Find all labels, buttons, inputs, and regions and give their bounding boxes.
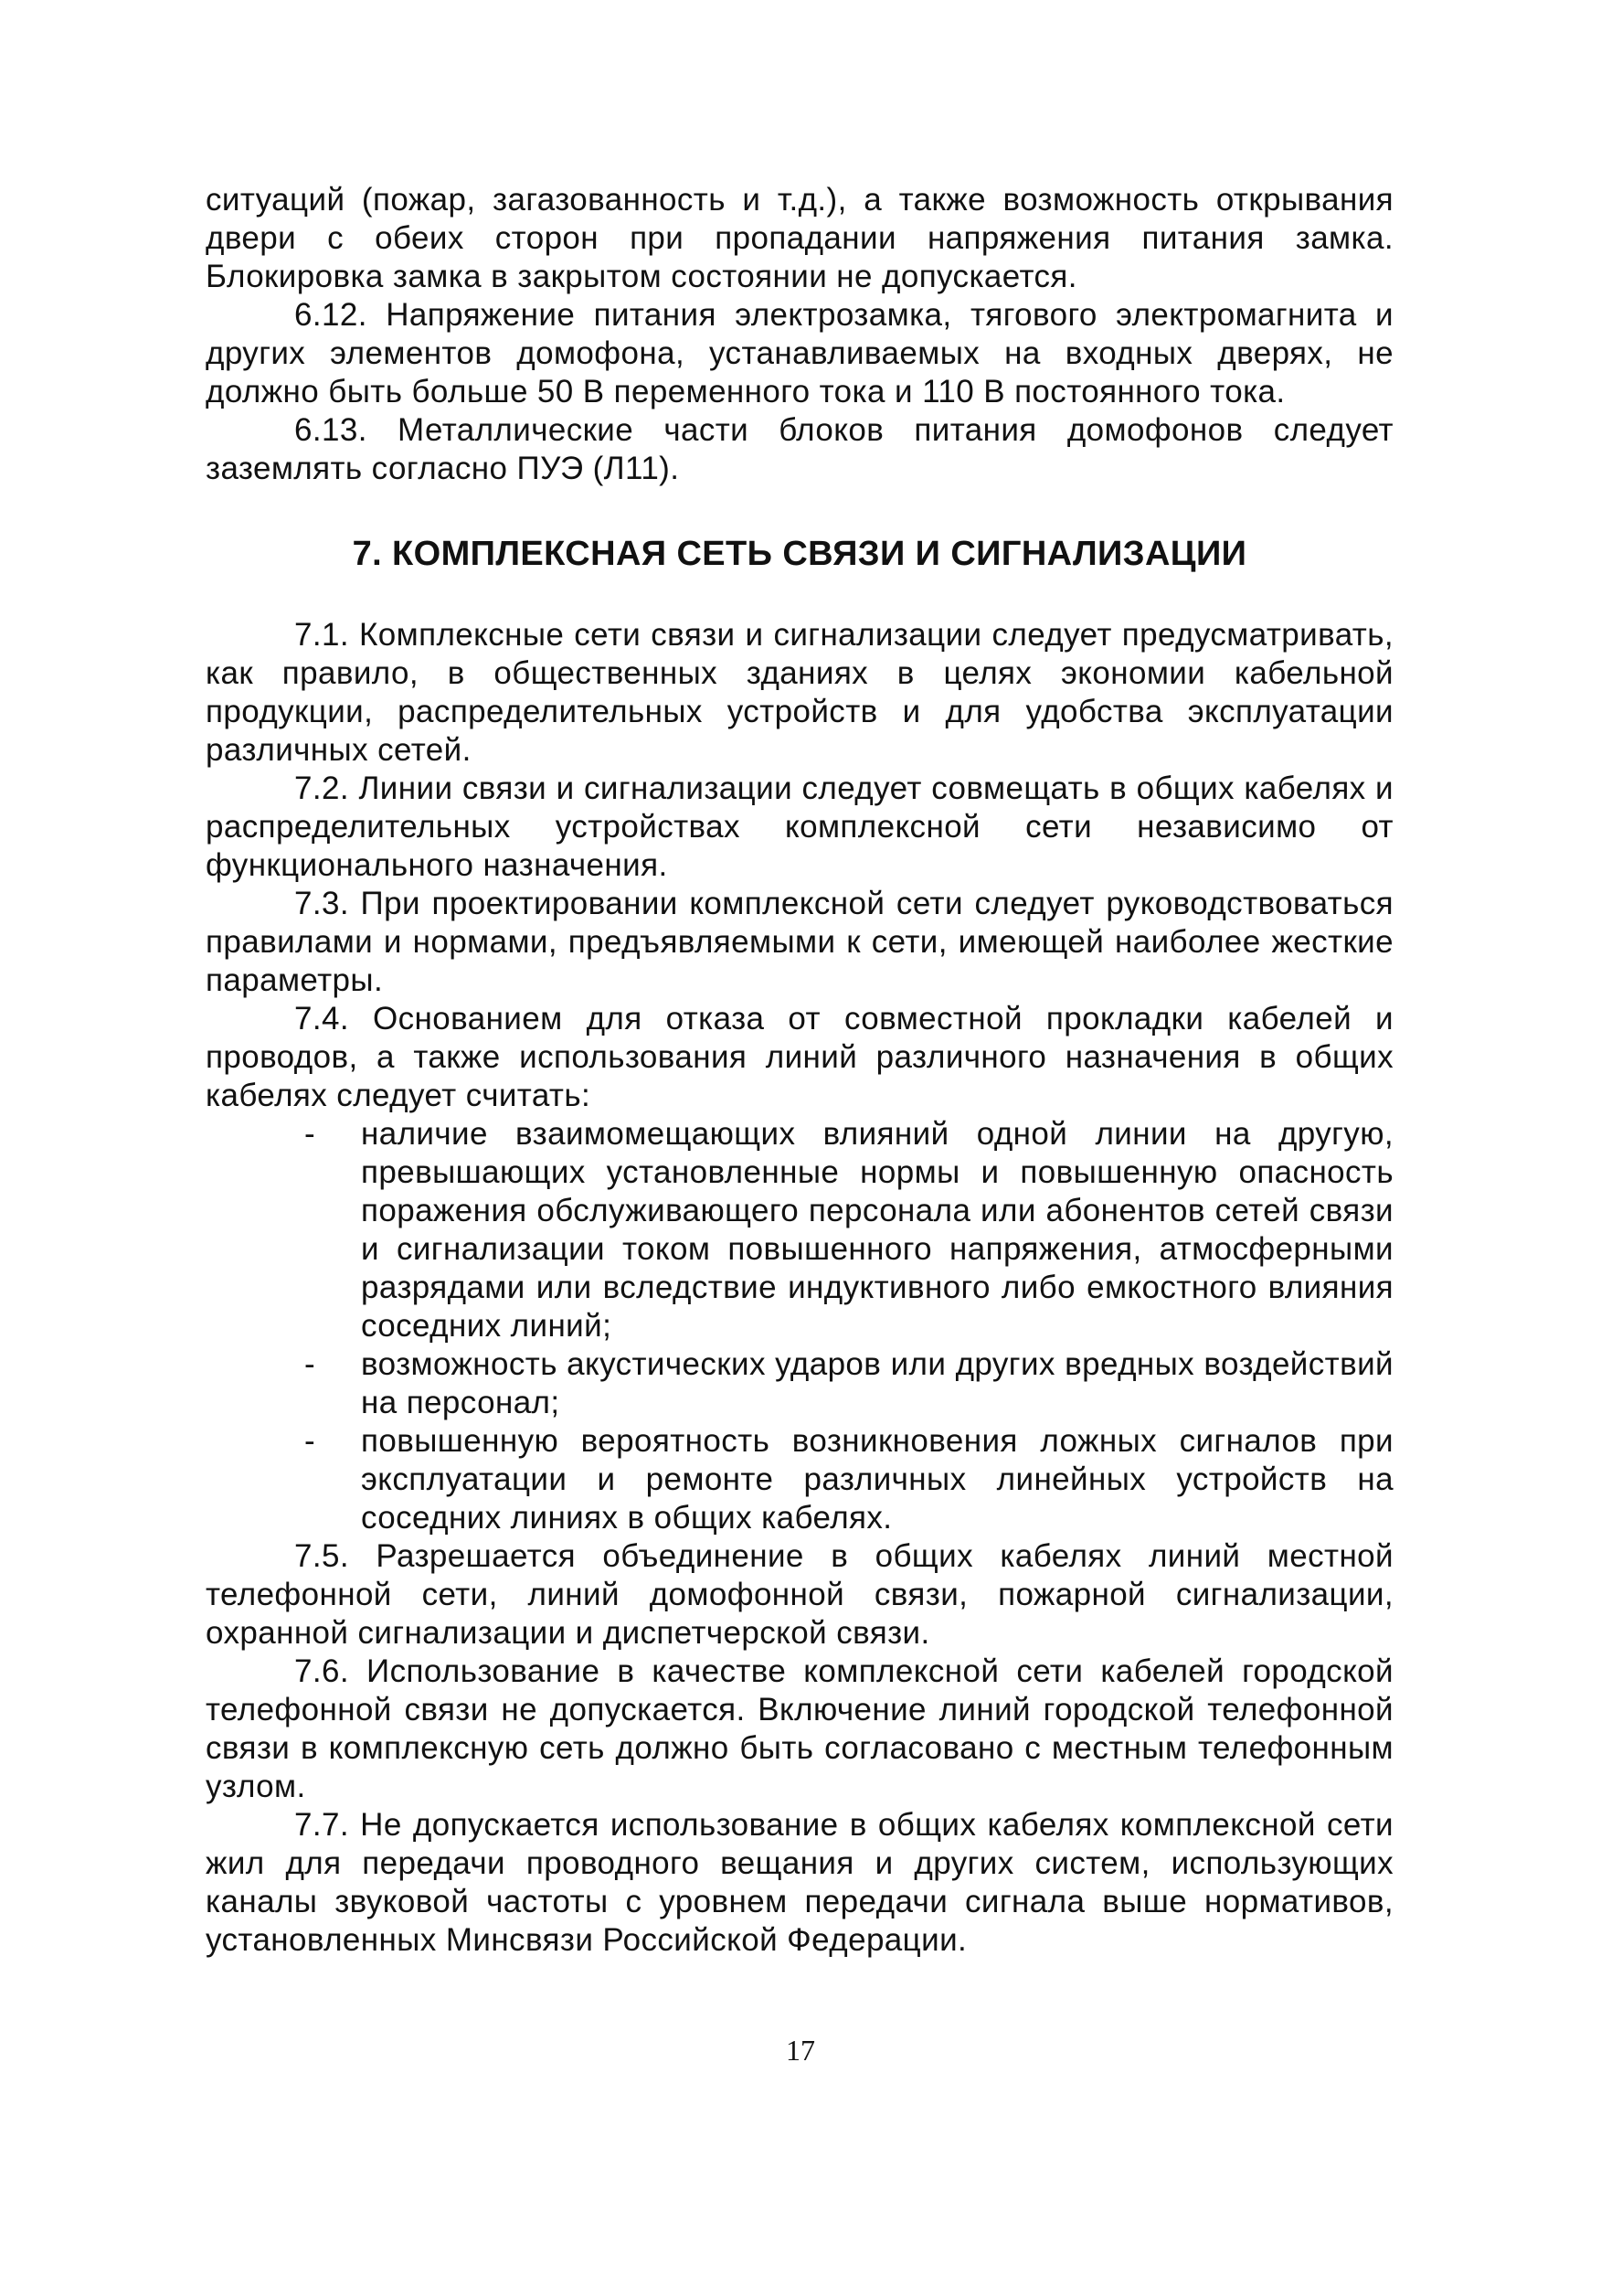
paragraph-7-5: 7.5. Разрешается объединение в общих кабелях линий местной телефонной сети, линий домофонной связи, пожарной сигнализации, охранной сигнализации и диспетчерской связи.	[206, 1538, 1394, 1651]
list-dash: -	[304, 1346, 316, 1382]
paragraph-7-3: 7.3. При проектировании комплексной сети следует руководствоваться правилами и нормами, предъявляемыми к сети, имеющей наиболее жесткие параметры.	[206, 886, 1394, 998]
list-item-text: наличие взаимомещающих влияний одной линии на другую, превышающих установленные нормы и повышенную опасность поражения обслуживающего персонала или абонентов сетей связи и сигнализации током повышенного напряжения, атмосферными разрядами или вследствие индуктивного либо емкостного влияния соседних линий;	[361, 1116, 1394, 1344]
paragraph-7-7: 7.7. Не допускается использование в общих кабелях комплексной сети жил для передачи проводного вещания и других систем, использующих каналы звуковой частоты с уровнем передачи сигнала выше нормативов, установленных Минсвязи Российской Федерации.	[206, 1807, 1394, 1958]
list-item	[206, 1345, 1394, 1422]
section-heading: 7. КОМПЛЕКСНАЯ СЕТЬ СВЯЗИ И СИГНАЛИЗАЦИИ	[352, 535, 1247, 573]
paragraph-6-12: 6.12. Напряжение питания электрозамка, тягового электромагнита и других элементов домофона, устанавливаемых на входных дверях, не должно быть больше 50 В переменного тока и 110 В постоянного тока.	[206, 297, 1394, 409]
list-item	[206, 1115, 1394, 1345]
list-dash: -	[304, 1116, 316, 1152]
list-dash: -	[304, 1423, 316, 1459]
paragraph-6-13: 6.13. Металлические части блоков питания домофонов следует заземлять согласно ПУЭ (Л11).	[206, 412, 1394, 486]
page-number: 17	[786, 2034, 815, 2067]
paragraph-7-2: 7.2. Линии связи и сигнализации следует совмещать в общих кабелях и распределительных устройствах комплексной сети независимо от функционального назначения.	[206, 771, 1394, 883]
paragraph-continuation: ситуаций (пожар, загазованность и т.д.), а также возможность открывания двери с обеих сторон при пропадании напряжения питания замка. Блокировка замка в закрытом состоянии не допускается.	[206, 182, 1394, 294]
document-page	[206, 181, 1394, 1960]
paragraph-7-4: 7.4. Основанием для отказа от совместной прокладки кабелей и проводов, а также использования линий различного назначения в общих кабелях следует считать:	[206, 1001, 1394, 1113]
list-item	[206, 1422, 1394, 1537]
list-item-text: повышенную вероятность возникновения ложных сигналов при эксплуатации и ремонте различных линейных устройств на соседних линиях в общих кабелях.	[361, 1423, 1394, 1536]
bullet-list	[206, 1115, 1394, 1537]
list-item-text: возможность акустических ударов или других вредных воздействий на персонал;	[361, 1346, 1394, 1420]
paragraph-7-6: 7.6. Использование в качестве комплексной сети кабелей городской телефонной связи не допускается. Включение линий городской телефонной связи в комплексную сеть должно быть согласовано с местным телефонным узлом.	[206, 1653, 1394, 1804]
paragraph-7-1: 7.1. Комплексные сети связи и сигнализации следует предусматривать, как правило, в общественных зданиях в целях экономии кабельной продукции, распределительных устройств и для удобства эксплуатации различных сетей.	[206, 617, 1394, 768]
